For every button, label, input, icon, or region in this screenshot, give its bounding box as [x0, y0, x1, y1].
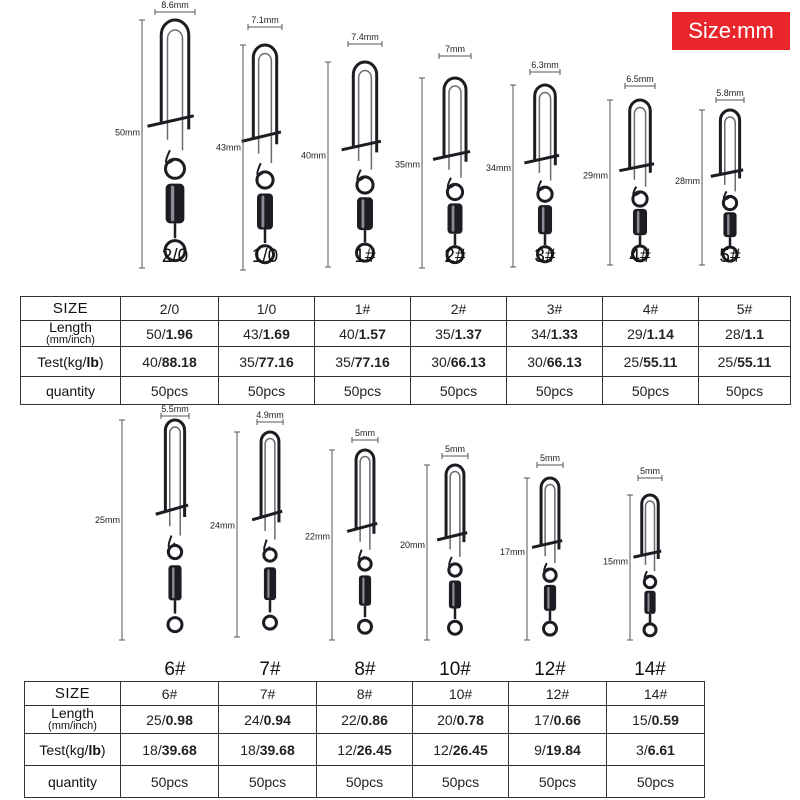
swivel-snap: [216, 15, 282, 270]
split-ring: [633, 192, 647, 206]
split-ring: [357, 177, 373, 193]
slash-separator: /: [161, 325, 166, 342]
slash-separator: /: [740, 325, 745, 342]
table-row-size: [25, 682, 705, 706]
width-label: 5.5mm: [161, 404, 189, 414]
length-mm: 20: [437, 711, 453, 728]
length-mm: 34: [531, 325, 547, 342]
length-label: 43mm: [215, 142, 241, 153]
swivel-barrel: [449, 581, 461, 609]
snap-loop: [642, 495, 659, 559]
bottom-eye: [544, 622, 557, 635]
cell-quantity: 50pcs: [603, 377, 699, 405]
snap-loop: [356, 450, 374, 534]
length-label: 20mm: [399, 539, 425, 550]
length-label: 24mm: [209, 520, 235, 531]
barrel-highlight: [547, 587, 549, 609]
cell-test: [507, 347, 603, 377]
slash-separator: /: [452, 711, 457, 728]
test-kg: 18: [142, 741, 158, 758]
test-lb: 39.68: [161, 741, 197, 758]
cell-test: [121, 347, 219, 377]
length-mm: 40: [339, 325, 355, 342]
table-row-length: [25, 706, 705, 734]
test-kg: 35: [239, 353, 255, 370]
snap-loop: [261, 432, 279, 522]
bottom-eye: [359, 620, 372, 633]
length-mm: 28: [725, 325, 741, 342]
test-kg: 35: [335, 353, 351, 370]
cell-test: [699, 347, 791, 377]
size-label: 14#: [634, 659, 666, 680]
snap-inner-wire: [360, 457, 370, 550]
barrel-highlight: [361, 199, 364, 228]
swivel-barrel: [538, 205, 552, 234]
slash-separator: /: [733, 353, 738, 370]
slash-separator: /: [352, 741, 357, 758]
size-label: 1/0: [251, 246, 279, 267]
length-label: 34mm: [485, 162, 511, 173]
snap-loop: [541, 478, 559, 549]
cell-size: 8#: [317, 682, 413, 706]
length-inch: 1.57: [358, 325, 386, 342]
swivel-snap: [583, 74, 655, 267]
swivel-barrel: [723, 212, 736, 237]
cell-size: 2/0: [121, 297, 219, 321]
snap-loop: [446, 465, 464, 542]
cell-length: [607, 706, 705, 734]
test-kg: 12: [433, 741, 449, 758]
slash-separator: /: [647, 711, 652, 728]
length-label: 29mm: [582, 170, 608, 181]
length-inch: 1.96: [165, 325, 193, 342]
snap-clasp: [148, 116, 194, 126]
table-row-test: [25, 734, 705, 766]
slash-separator: /: [157, 741, 162, 758]
cell-test: [317, 734, 413, 766]
size-label: 4#: [629, 246, 651, 267]
table-row-qty: [21, 377, 791, 405]
row-header-test-prefix: Test(kg/: [39, 741, 89, 758]
barrel-highlight: [261, 196, 264, 228]
size-label: 8#: [354, 659, 376, 680]
size-label: 10#: [439, 659, 471, 680]
slash-separator: /: [258, 325, 263, 342]
length-inch: 0.78: [456, 711, 484, 728]
cell-size: 10#: [413, 682, 509, 706]
test-kg: 18: [240, 741, 256, 758]
size-label: 6#: [164, 659, 186, 680]
width-label: 5mm: [540, 453, 560, 463]
split-ring: [538, 187, 552, 201]
row-header-length: [21, 321, 121, 347]
cell-quantity: 50pcs: [219, 377, 315, 405]
width-label: 7.1mm: [251, 15, 279, 25]
snap-inner-wire: [545, 485, 555, 564]
length-mm: 17: [534, 711, 550, 728]
test-lb: 39.68: [259, 741, 295, 758]
size-label: 1#: [354, 246, 376, 267]
test-kg: 25: [623, 353, 640, 370]
cell-length: [507, 321, 603, 347]
test-lb: 26.45: [452, 741, 488, 758]
test-lb: 66.13: [546, 353, 582, 370]
snap-inner-wire: [168, 30, 183, 150]
cell-test: [219, 734, 317, 766]
row-header-test: [21, 347, 121, 377]
row-header-length-top: Length: [49, 320, 92, 335]
swivel-barrel: [357, 197, 373, 230]
barrel-highlight: [637, 211, 640, 233]
slash-separator: /: [639, 353, 644, 370]
cell-size: 6#: [121, 682, 219, 706]
snap-clasp: [433, 151, 470, 159]
snap-loop: [165, 420, 184, 517]
slash-separator: /: [642, 325, 647, 342]
slash-separator: /: [542, 353, 547, 370]
width-label: 5mm: [355, 428, 375, 438]
cell-length: [121, 706, 219, 734]
length-inch: 1.33: [550, 325, 578, 342]
cell-quantity: 50pcs: [219, 766, 317, 798]
row-header-size: SIZE: [21, 297, 121, 321]
snap-loop: [444, 78, 466, 162]
split-ring: [264, 549, 276, 561]
width-label: 5mm: [640, 466, 660, 476]
cell-quantity: 50pcs: [317, 766, 413, 798]
swivel-snap: [395, 44, 471, 268]
size-label: 7#: [259, 659, 281, 680]
table-row-length: [21, 321, 791, 347]
size-label: 12#: [534, 659, 566, 680]
cell-test: [413, 734, 509, 766]
width-label: 7mm: [445, 44, 465, 54]
cell-test: [411, 347, 507, 377]
spec-table-bottom: [24, 681, 705, 798]
barrel-highlight: [542, 207, 545, 232]
length-inch: 0.86: [360, 711, 388, 728]
split-ring: [166, 159, 185, 178]
length-mm: 25: [146, 711, 162, 728]
row-header-test-prefix: Test(kg/: [37, 353, 87, 370]
length-inch: 0.66: [553, 711, 581, 728]
table-row-qty: [25, 766, 705, 798]
cell-size: 5#: [699, 297, 791, 321]
cell-size: 12#: [509, 682, 607, 706]
length-inch: 1.37: [454, 325, 482, 342]
swivel-snap: [486, 60, 560, 267]
snap-loop: [720, 110, 739, 178]
snap-inner-wire: [265, 439, 275, 540]
slash-separator: /: [450, 325, 455, 342]
snap-inner-wire: [725, 117, 736, 191]
test-lb: 66.13: [450, 353, 486, 370]
size-label: 2/0: [161, 246, 189, 267]
length-label: 50mm: [114, 127, 140, 138]
test-lb: 55.11: [643, 353, 678, 370]
width-label: 5mm: [445, 444, 465, 454]
snap-inner-wire: [259, 54, 272, 164]
cell-size: 2#: [411, 297, 507, 321]
cell-test: [603, 347, 699, 377]
barrel-highlight: [452, 205, 455, 231]
length-mm: 22: [341, 711, 357, 728]
test-lb: 88.18: [161, 353, 197, 370]
row-header-length-top: Length: [51, 705, 94, 721]
split-ring: [449, 564, 461, 576]
cell-length: [317, 706, 413, 734]
barrel-highlight: [727, 214, 729, 235]
row-header-test-lb: lb: [88, 741, 101, 758]
slash-separator: /: [254, 353, 259, 370]
cell-length: [411, 321, 507, 347]
length-inch: 1.69: [262, 325, 290, 342]
width-label: 7.4mm: [351, 32, 379, 42]
snap-inner-wire: [170, 427, 181, 536]
cell-quantity: 50pcs: [121, 377, 219, 405]
cell-test: [509, 734, 607, 766]
cell-size: 1#: [315, 297, 411, 321]
swivel-barrel: [633, 209, 647, 235]
length-inch: 0.98: [165, 711, 193, 728]
cell-length: [121, 321, 219, 347]
cell-quantity: 50pcs: [699, 377, 791, 405]
spec-table-top: [20, 296, 791, 405]
table-row-size: [21, 297, 791, 321]
cell-size: 4#: [603, 297, 699, 321]
swivel-barrel: [448, 203, 463, 233]
swivel-barrel: [257, 194, 273, 230]
slash-separator: /: [541, 741, 546, 758]
barrel-highlight: [362, 577, 364, 603]
cell-test: [607, 734, 705, 766]
slash-separator: /: [356, 711, 361, 728]
swivel-snap: [400, 444, 471, 680]
swivel-snap: [305, 428, 378, 680]
width-label: 6.3mm: [531, 60, 559, 70]
swivel-barrel: [359, 575, 371, 605]
row-header-test-suffix: ): [100, 741, 106, 758]
swivel-snap: [675, 88, 744, 267]
test-lb: 77.16: [258, 353, 294, 370]
swivel-barrel: [166, 184, 185, 224]
test-lb: 55.11: [737, 353, 772, 370]
slash-separator: /: [354, 325, 359, 342]
bottom-eye: [449, 621, 462, 634]
split-ring: [257, 172, 273, 188]
cell-quantity: 50pcs: [411, 377, 507, 405]
row-header-length-unit: (mm/inch): [46, 333, 95, 346]
length-mm: 35: [435, 325, 451, 342]
cell-quantity: 50pcs: [315, 377, 411, 405]
length-label: 25mm: [94, 515, 120, 525]
length-mm: 29: [627, 325, 643, 342]
barrel-highlight: [172, 567, 174, 598]
test-lb: 77.16: [354, 353, 390, 370]
cell-quantity: 50pcs: [413, 766, 509, 798]
test-kg: 9: [534, 741, 542, 758]
snap-inner-wire: [646, 501, 655, 571]
snap-loop: [253, 45, 276, 144]
split-ring: [359, 558, 371, 570]
cell-quantity: 50pcs: [507, 377, 603, 405]
length-inch: 0.59: [651, 711, 679, 728]
test-kg: 3: [636, 741, 644, 758]
length-mm: 15: [632, 711, 648, 728]
split-ring: [644, 576, 655, 587]
test-lb: 19.84: [545, 741, 581, 758]
slash-separator: /: [350, 353, 355, 370]
snap-inner-wire: [634, 108, 645, 187]
cell-length: [219, 706, 317, 734]
swivel-snap: [210, 410, 284, 680]
swivel-snap: [115, 0, 195, 268]
snap-loop: [353, 62, 376, 152]
split-ring: [544, 569, 556, 581]
swivel-snap: [95, 404, 189, 680]
cell-length: [603, 321, 699, 347]
cell-length: [509, 706, 607, 734]
snap-clasp: [342, 141, 381, 150]
swivel-snap: [603, 466, 666, 680]
slash-separator: /: [643, 741, 648, 758]
slash-separator: /: [259, 711, 264, 728]
length-inch: 1.1: [744, 325, 764, 342]
slash-separator: /: [446, 353, 451, 370]
snap-inner-wire: [539, 93, 550, 181]
width-label: 4.9mm: [256, 410, 284, 420]
row-header-test-lb: lb: [86, 353, 99, 370]
cell-size: 7#: [219, 682, 317, 706]
cell-size: 1/0: [219, 297, 315, 321]
slash-separator: /: [161, 711, 166, 728]
test-kg: 12: [337, 741, 353, 758]
cell-quantity: 50pcs: [607, 766, 705, 798]
barrel-highlight: [452, 583, 454, 607]
cell-test: [315, 347, 411, 377]
size-label: 5#: [719, 246, 741, 267]
row-header-length-unit: (mm/inch): [48, 719, 97, 732]
swivel-barrel: [168, 565, 181, 600]
size-label: 2#: [444, 246, 466, 267]
bottom-eye: [168, 618, 182, 632]
bottom-eye: [644, 624, 656, 636]
length-label: 22mm: [304, 531, 330, 542]
split-ring: [168, 545, 181, 558]
length-label: 28mm: [674, 175, 700, 186]
cell-size: 3#: [507, 297, 603, 321]
barrel-highlight: [171, 186, 174, 222]
snap-loop: [161, 20, 189, 129]
slash-separator: /: [546, 325, 551, 342]
test-kg: 25: [717, 353, 734, 370]
slash-separator: /: [157, 353, 162, 370]
swivel-snap: [301, 32, 382, 267]
cell-length: [413, 706, 509, 734]
row-header-test: [25, 734, 121, 766]
cell-size: 14#: [607, 682, 705, 706]
cell-length: [219, 321, 315, 347]
slash-separator: /: [255, 741, 260, 758]
row-header-quantity: quantity: [25, 766, 121, 798]
barrel-highlight: [648, 593, 650, 612]
snap-loop: [535, 85, 556, 165]
test-kg: 30: [527, 353, 543, 370]
cell-length: [699, 321, 791, 347]
test-lb: 26.45: [356, 741, 392, 758]
swivel-barrel: [644, 591, 655, 614]
length-mm: 50: [146, 325, 162, 342]
size-unit-badge: Size:mm: [672, 12, 790, 50]
cell-quantity: 50pcs: [509, 766, 607, 798]
snap-loop: [630, 100, 651, 173]
width-label: 8.6mm: [161, 0, 189, 10]
test-kg: 40: [142, 353, 158, 370]
length-mm: 43: [243, 325, 259, 342]
cell-quantity: 50pcs: [121, 766, 219, 798]
width-label: 5.8mm: [716, 88, 744, 98]
cell-length: [315, 321, 411, 347]
length-label: 40mm: [300, 150, 326, 161]
row-header-length: [25, 706, 121, 734]
row-header-test-suffix: ): [98, 353, 104, 370]
swivel-barrel: [544, 585, 556, 611]
length-mm: 24: [244, 711, 260, 728]
row-header-quantity: quantity: [21, 377, 121, 405]
snap-inner-wire: [450, 472, 460, 557]
table-row-test: [21, 347, 791, 377]
test-kg: 30: [431, 353, 447, 370]
swivel-snap: [500, 453, 566, 680]
bottom-eye: [264, 616, 277, 629]
split-ring: [447, 184, 462, 199]
split-ring: [723, 196, 736, 209]
swivel-barrel: [264, 567, 276, 600]
snap-clasp: [242, 132, 281, 141]
snap-inner-wire: [449, 86, 461, 178]
test-lb: 6.61: [647, 741, 675, 758]
width-label: 6.5mm: [626, 74, 654, 84]
barrel-highlight: [267, 569, 269, 598]
snap-inner-wire: [359, 71, 372, 170]
cell-test: [121, 734, 219, 766]
size-label: 3#: [534, 246, 556, 267]
length-label: 35mm: [394, 159, 420, 170]
slash-separator: /: [448, 741, 453, 758]
length-label: 17mm: [499, 546, 525, 557]
length-inch: 1.14: [646, 325, 674, 342]
length-inch: 0.94: [263, 711, 291, 728]
row-header-size: SIZE: [25, 682, 121, 706]
slash-separator: /: [549, 711, 554, 728]
cell-test: [219, 347, 315, 377]
length-label: 15mm: [602, 556, 628, 567]
